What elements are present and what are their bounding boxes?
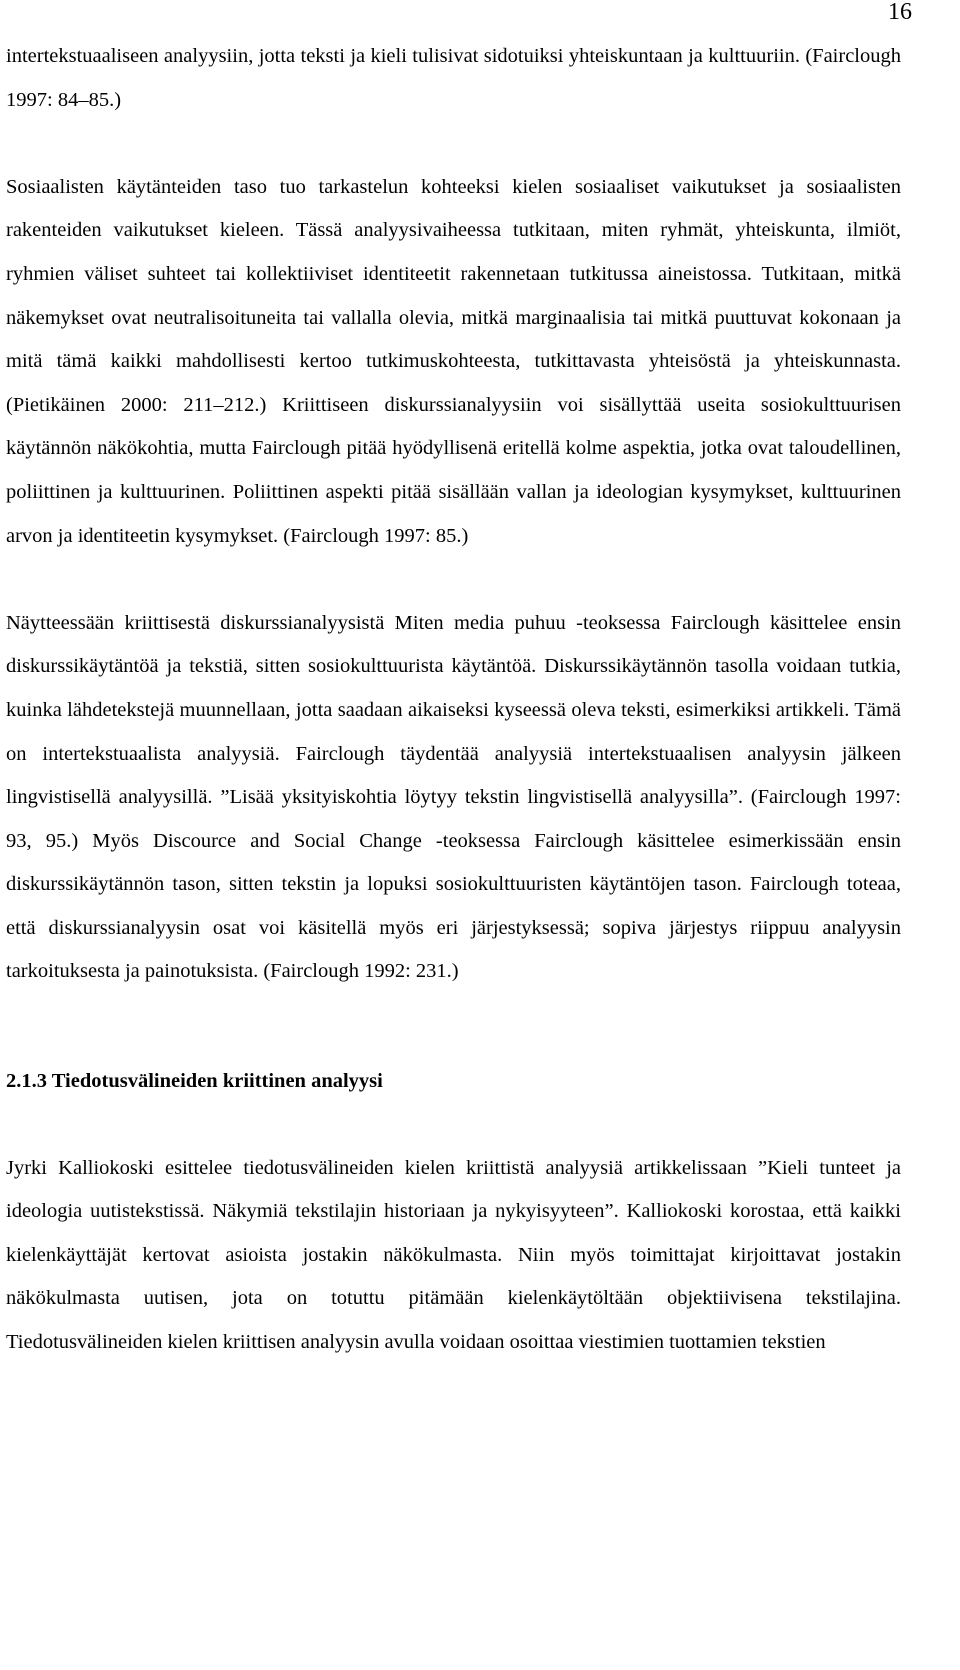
page-number: 16	[888, 0, 912, 25]
page-body	[6, 35, 901, 1365]
section-heading: 2.1.3 Tiedotusvälineiden kriittinen analyysi	[6, 1070, 383, 1093]
paragraph-4: Jyrki Kalliokoski esittelee tiedotusvälineiden kielen kriittistä analyysiä artikkelissaan ”Kieli tunteet ja ideologia uutistekstissä. Näkymiä tekstilajin historiaan ja nykyisyyteen”. Kalliokoski korostaa, että kaikki kielenkäyttäjät kertovat asioista jostakin näkökulmasta. Niin myös toimittajat kirjoittavat jostakin näkökulmasta uutisen, jota on totuttu pitämään kielenkäytöltään objektiivisena tekstilajina. Tiedotusvälineiden kielen kriittisen analyysin avulla voidaan osoittaa viestimien tuottamien tekstien	[6, 1156, 901, 1354]
paragraph-2: Sosiaalisten käytänteiden taso tuo tarkastelun kohteeksi kielen sosiaaliset vaikutukset ja sosiaalisten rakenteiden vaikutukset kieleen. Tässä analyysivaiheessa tutkitaan, miten ryhmät, yhteiskunta, ilmiöt, ryhmien väliset suhteet tai kollektiiviset identiteetit rakennetaan tutkitussa aineistossa. Tutkitaan, mitkä näkemykset ovat neutralisoituneita tai vallalla olevia, mitkä marginaalisia tai mitkä puuttuvat kokonaan ja mitä tämä kaikki mahdollisesti kertoo tutkimuskohteesta, tutkittavasta yhteisöstä ja yhteiskunnasta. (Pietikäinen 2000: 211–212.) Kriittiseen diskurssianalyysiin voi sisällyttää useita sosiokulttuurisen käytännön näkökohtia, mutta Fairclough pitää hyödyllisenä eritellä kolme aspektia, jotka ovat taloudellinen, poliittinen ja kulttuurinen. Poliittinen aspekti pitää sisällään vallan ja ideologian kysymykset, kulttuurinen arvon ja identiteetin kysymykset. (Fairclough 1997: 85.)	[6, 175, 901, 547]
paragraph-1: intertekstuaaliseen analyysiin, jotta teksti ja kieli tulisivat sidotuiksi yhteiskuntaan ja kulttuuriin. (Fairclough 1997: 84–85.)	[6, 45, 901, 111]
paragraph-3: Näytteessään kriittisestä diskurssianalyysistä Miten media puhuu -teoksessa Fairclough käsittelee ensin diskurssikäytäntöä ja tekstiä, sitten sosiokulttuurista käytäntöä. Diskurssikäytännön tasolla voidaan tutkia, kuinka lähdetekstejä muunnellaan, jotta saadaan aikaiseksi kyseessä oleva teksti, esimerkiksi artikkeli. Tämä on intertekstuaalista analyysiä. Fairclough täydentää analyysiä intertekstuaalisen analyysin jälkeen lingvistisellä analyysillä. ”Lisää yksityiskohtia löytyy tekstin lingvistisellä analyysilla”. (Fairclough 1997: 93, 95.) Myös Discource and Social Change -teoksessa Fairclough käsittelee esimerkissään ensin diskurssikäytännön tason, sitten tekstin ja lopuksi sosiokulttuuristen käytäntöjen tason. Fairclough toteaa, että diskurssianalyysin osat voi käsitellä myös eri järjestyksessä; sopiva järjestys riippuu analyysin tarkoituksesta ja painotuksista. (Fairclough 1992: 231.)	[6, 611, 901, 983]
